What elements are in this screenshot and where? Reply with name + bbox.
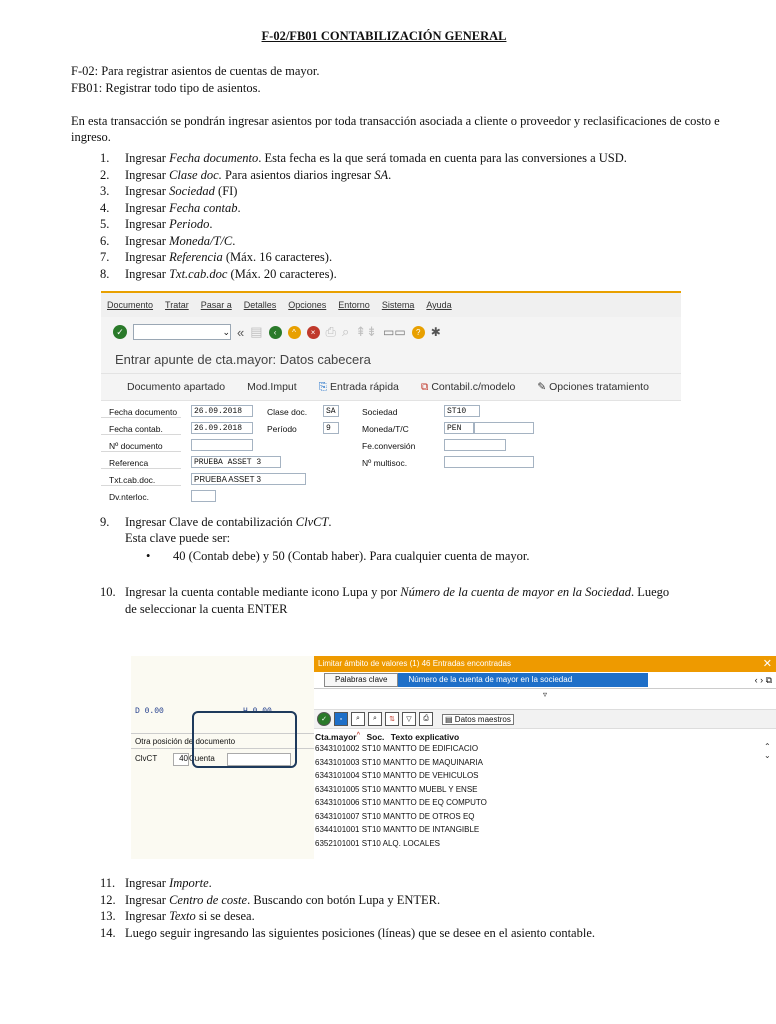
list-header: Cta.mayor^ Soc. Texto explicativo xyxy=(315,731,460,742)
intro-paragraph: En esta transacción se pondrán ingresar asientos por toda transacción asociada a cliente o proveedor y reclasificaciones de costo e ingreso. xyxy=(71,114,720,144)
dv-nterloc-field[interactable] xyxy=(191,490,216,502)
pencil-icon: ✎ xyxy=(537,381,547,393)
label-fecha-documento: Fecha documento xyxy=(109,407,178,417)
row-divider xyxy=(101,485,181,486)
cancel-icon[interactable]: × xyxy=(307,326,320,339)
settings-gear-icon[interactable]: ✱ xyxy=(430,325,441,339)
template-icon: ⧉ xyxy=(420,380,429,393)
label-fecha-contab: Fecha contab. xyxy=(109,424,163,434)
command-field[interactable]: ⌄ xyxy=(133,324,231,340)
intro-line-1: F-02: Para registrar asientos de cuentas de mayor. xyxy=(71,64,320,78)
step-1: 1. Ingresar Fecha documento. Esta fecha es la que será tomada en cuenta para las conversiones a USD. xyxy=(100,151,627,165)
sap-toolbar xyxy=(101,317,681,347)
menu-item-documento[interactable]: Documento xyxy=(107,300,154,310)
sap-menu-bar xyxy=(101,291,681,317)
list-item[interactable]: 6343101002 ST10 MANTTO DE EDIFICACIO xyxy=(315,744,479,753)
tab-palabras-clave[interactable]: Palabras clave xyxy=(324,673,398,687)
step-12: 12. Ingresar Centro de coste. Buscando con botón Lupa y ENTER. xyxy=(100,892,441,907)
documento-apartado-button[interactable]: Documento apartado xyxy=(127,381,226,393)
page-title: F-02/FB01 CONTABILIZACIÓN GENERAL xyxy=(261,29,507,43)
find-icon[interactable]: ⌕ xyxy=(341,324,350,339)
exit-icon[interactable]: ^ xyxy=(288,326,301,339)
find-next-icon[interactable]: ⌕ xyxy=(368,712,382,726)
list-item[interactable]: 6344101001 ST10 MANTTO DE INTANGIBLE xyxy=(315,825,480,834)
datos-maestros-button[interactable]: ▤ Datos maestros xyxy=(442,714,514,725)
sociedad-field[interactable]: ST10 xyxy=(444,405,480,417)
label-nro-documento: Nº documento xyxy=(109,441,163,451)
step-9-bullet: • 40 (Contab debe) y 50 (Contab haber). Para cualquier cuenta de mayor. xyxy=(146,549,530,563)
menu-item-detalles[interactable]: Detalles xyxy=(243,300,277,310)
step-4: 4. Ingresar Fecha contab. xyxy=(100,200,241,215)
list-item[interactable]: 6343101005 ST10 MANTTO MUEBL Y ENSE xyxy=(315,784,478,794)
periodo-field[interactable]: 9 xyxy=(323,422,339,434)
label-sociedad: Sociedad xyxy=(362,407,398,417)
print-icon[interactable]: ⎙ xyxy=(419,712,433,726)
sap-screen-heading: Entrar apunte de cta.mayor: Datos cabecera xyxy=(101,347,681,374)
fecha-documento-field[interactable]: 26.09.2018 xyxy=(191,405,253,417)
label-nro-multisoc: Nº multisoc. xyxy=(362,458,408,468)
referencia-field[interactable]: PRUEBA ASSET 3 xyxy=(191,456,281,468)
menu-item-opciones[interactable]: Opciones xyxy=(288,300,327,310)
bullet-icon: • xyxy=(146,549,151,563)
tipo-cambio-field[interactable] xyxy=(474,422,534,434)
row-divider xyxy=(101,417,181,418)
quick-entry-icon: ⎘ xyxy=(318,380,328,393)
list-item[interactable]: 6343101003 ST10 MANTTO DE MAQUINARIA xyxy=(315,757,483,767)
print-icon[interactable]: ⎙ xyxy=(325,324,336,339)
list-item[interactable]: 6343101004 ST10 MANTTO DE VEHICULOS xyxy=(315,771,479,780)
confirm-icon[interactable]: ✓ xyxy=(317,712,331,726)
credit-total: H 0.00 xyxy=(243,707,272,716)
label-dv-nterloc: Dv.nterloc. xyxy=(109,492,149,502)
highlight-callout-box xyxy=(192,711,297,768)
popup-title-bar xyxy=(314,656,776,672)
scroll-down-icon[interactable]: ⌄ xyxy=(764,751,771,760)
clvct-label: ClvCT xyxy=(135,754,158,763)
back-icon[interactable]: ‹ xyxy=(269,326,282,339)
column-soc[interactable]: Soc. xyxy=(366,731,385,742)
list-item[interactable]: 6343101006 ST10 MANTTO DE EQ COMPUTO xyxy=(315,798,487,807)
label-moneda-tc: Moneda/T/C xyxy=(362,424,409,434)
opciones-tratamiento-button[interactable]: ✎ Opciones tratamiento xyxy=(537,381,649,393)
step-6: 6. Ingresar Moneda/T/C. xyxy=(100,233,236,248)
column-cta-mayor[interactable]: Cta.mayor xyxy=(315,731,357,742)
menu-item-entorno[interactable]: Entorno xyxy=(338,300,370,310)
step-7: 7. Ingresar Referencia (Máx. 16 caracteres). xyxy=(100,250,333,264)
steps-list-a xyxy=(100,150,627,282)
menu-item-pasar-a[interactable]: Pasar a xyxy=(200,300,232,310)
page-nav-icons[interactable]: ⇞⇟ xyxy=(355,324,378,339)
menu-item-ayuda[interactable]: Ayuda xyxy=(426,300,452,310)
otra-posicion-label: Otra posición de documento xyxy=(135,737,236,746)
popup-tabs xyxy=(314,672,776,689)
save-icon[interactable]: ▤ xyxy=(250,324,263,339)
value-help-popup xyxy=(314,656,776,859)
list-item[interactable]: 6343101007 ST10 MANTTO DE OTROS EQ xyxy=(315,811,475,821)
list-item[interactable]: 6352101001 ST10 ALQ. LOCALES xyxy=(315,838,440,848)
scroll-up-icon[interactable]: ⌃ xyxy=(764,742,771,751)
tab-nav-icons[interactable]: ‹ › ⧉ xyxy=(754,674,772,685)
mod-imput-button[interactable]: Mod.Imput xyxy=(247,381,297,393)
filter-icon[interactable]: ▽ xyxy=(402,712,416,726)
clvct-field[interactable]: 40 xyxy=(173,753,189,766)
back-double-arrow-icon[interactable]: « xyxy=(237,324,245,340)
row-divider xyxy=(101,468,181,469)
popup-toolbar xyxy=(314,709,776,729)
close-icon[interactable]: ✕ xyxy=(762,658,772,670)
master-data-icon: ▤ xyxy=(445,714,453,724)
step-9-subtext: Esta clave puede ser: xyxy=(125,531,231,545)
sort-icon[interactable]: ⇅ xyxy=(385,712,399,726)
row-divider xyxy=(101,434,181,435)
step-9: 9. Ingresar Clave de contabilización ClvCT. xyxy=(100,515,332,529)
fecha-contab-field[interactable]: 26.09.2018 xyxy=(191,422,253,434)
step-3: 3. Ingresar Sociedad (FI) xyxy=(100,184,238,198)
debit-total: D 0.00 xyxy=(135,707,164,716)
step-5: 5. Ingresar Periodo. xyxy=(100,217,213,231)
label-referencia: Referenca xyxy=(109,458,149,468)
list-scrollbar[interactable] xyxy=(764,742,774,760)
fe-conversion-field[interactable] xyxy=(444,439,506,451)
header-form xyxy=(101,401,681,511)
help-icon[interactable]: ? xyxy=(412,326,425,339)
intro-line-2: FB01: Registrar todo tipo de asientos. xyxy=(71,81,261,95)
step-14: 14. Luego seguir ingresando las siguientes posiciones (líneas) que se desee en el asiento contable. xyxy=(100,925,595,940)
label-periodo: Período xyxy=(267,424,297,434)
clase-doc-field[interactable]: SA xyxy=(323,405,339,417)
label-fe-conversion: Fe.conversión xyxy=(362,441,416,451)
steps-list-b xyxy=(100,875,595,941)
layout-icon[interactable]: ▭▭ xyxy=(383,325,406,339)
find-icon[interactable]: ⌕ xyxy=(351,712,365,726)
new-search-icon[interactable]: ▫ xyxy=(334,712,348,726)
moneda-field[interactable]: PEN xyxy=(444,422,474,434)
contabil-modelo-button[interactable]: ⧉ Contabil.c/modelo xyxy=(420,380,516,393)
popup-title: Limitar ámbito de valores (1) 46 Entradas encontradas xyxy=(318,659,511,668)
enter-check-icon[interactable]: ✓ xyxy=(113,325,127,339)
step-11: 11. Ingresar Importe. xyxy=(100,876,212,890)
sap-header-screenshot xyxy=(101,291,681,510)
step-13: 13. Ingresar Texto si se desea. xyxy=(100,909,255,923)
sap-application-toolbar xyxy=(101,374,681,401)
nro-multisoc-field[interactable] xyxy=(444,456,534,468)
label-clase-doc: Clase doc. xyxy=(267,407,308,417)
menu-item-tratar[interactable]: Tratar xyxy=(165,300,189,310)
column-texto[interactable]: Texto explicativo xyxy=(390,731,460,742)
label-txt-cab-doc: Txt.cab.doc. xyxy=(109,475,156,485)
txt-cab-doc-field[interactable]: PRUEBA ASSET 3 xyxy=(191,473,306,485)
step-8: 8. Ingresar Txt.cab.doc (Máx. 20 caracteres). xyxy=(100,266,337,281)
chevron-down-icon[interactable]: ▿ xyxy=(542,690,547,699)
menu-item-sistema[interactable]: Sistema xyxy=(381,300,415,310)
tab-numero-cuenta[interactable]: Número de la cuenta de mayor en la sociedad xyxy=(398,673,648,687)
entrada-rapida-button[interactable]: ⎘ Entrada rápida xyxy=(318,380,399,393)
step-2: 2. Ingresar Clase doc. Para asientos diarios ingresar SA. xyxy=(100,167,392,182)
cuenta-label: Cuenta xyxy=(189,754,215,763)
step-10-line-2: de seleccionar la cuenta ENTER xyxy=(125,602,288,616)
step-10: 10. Ingresar la cuenta contable mediante icono Lupa y por Número de la cuenta de mayor en la Sociedad. Luego xyxy=(100,585,670,599)
row-divider xyxy=(101,451,181,452)
nro-documento-field[interactable] xyxy=(191,439,253,451)
